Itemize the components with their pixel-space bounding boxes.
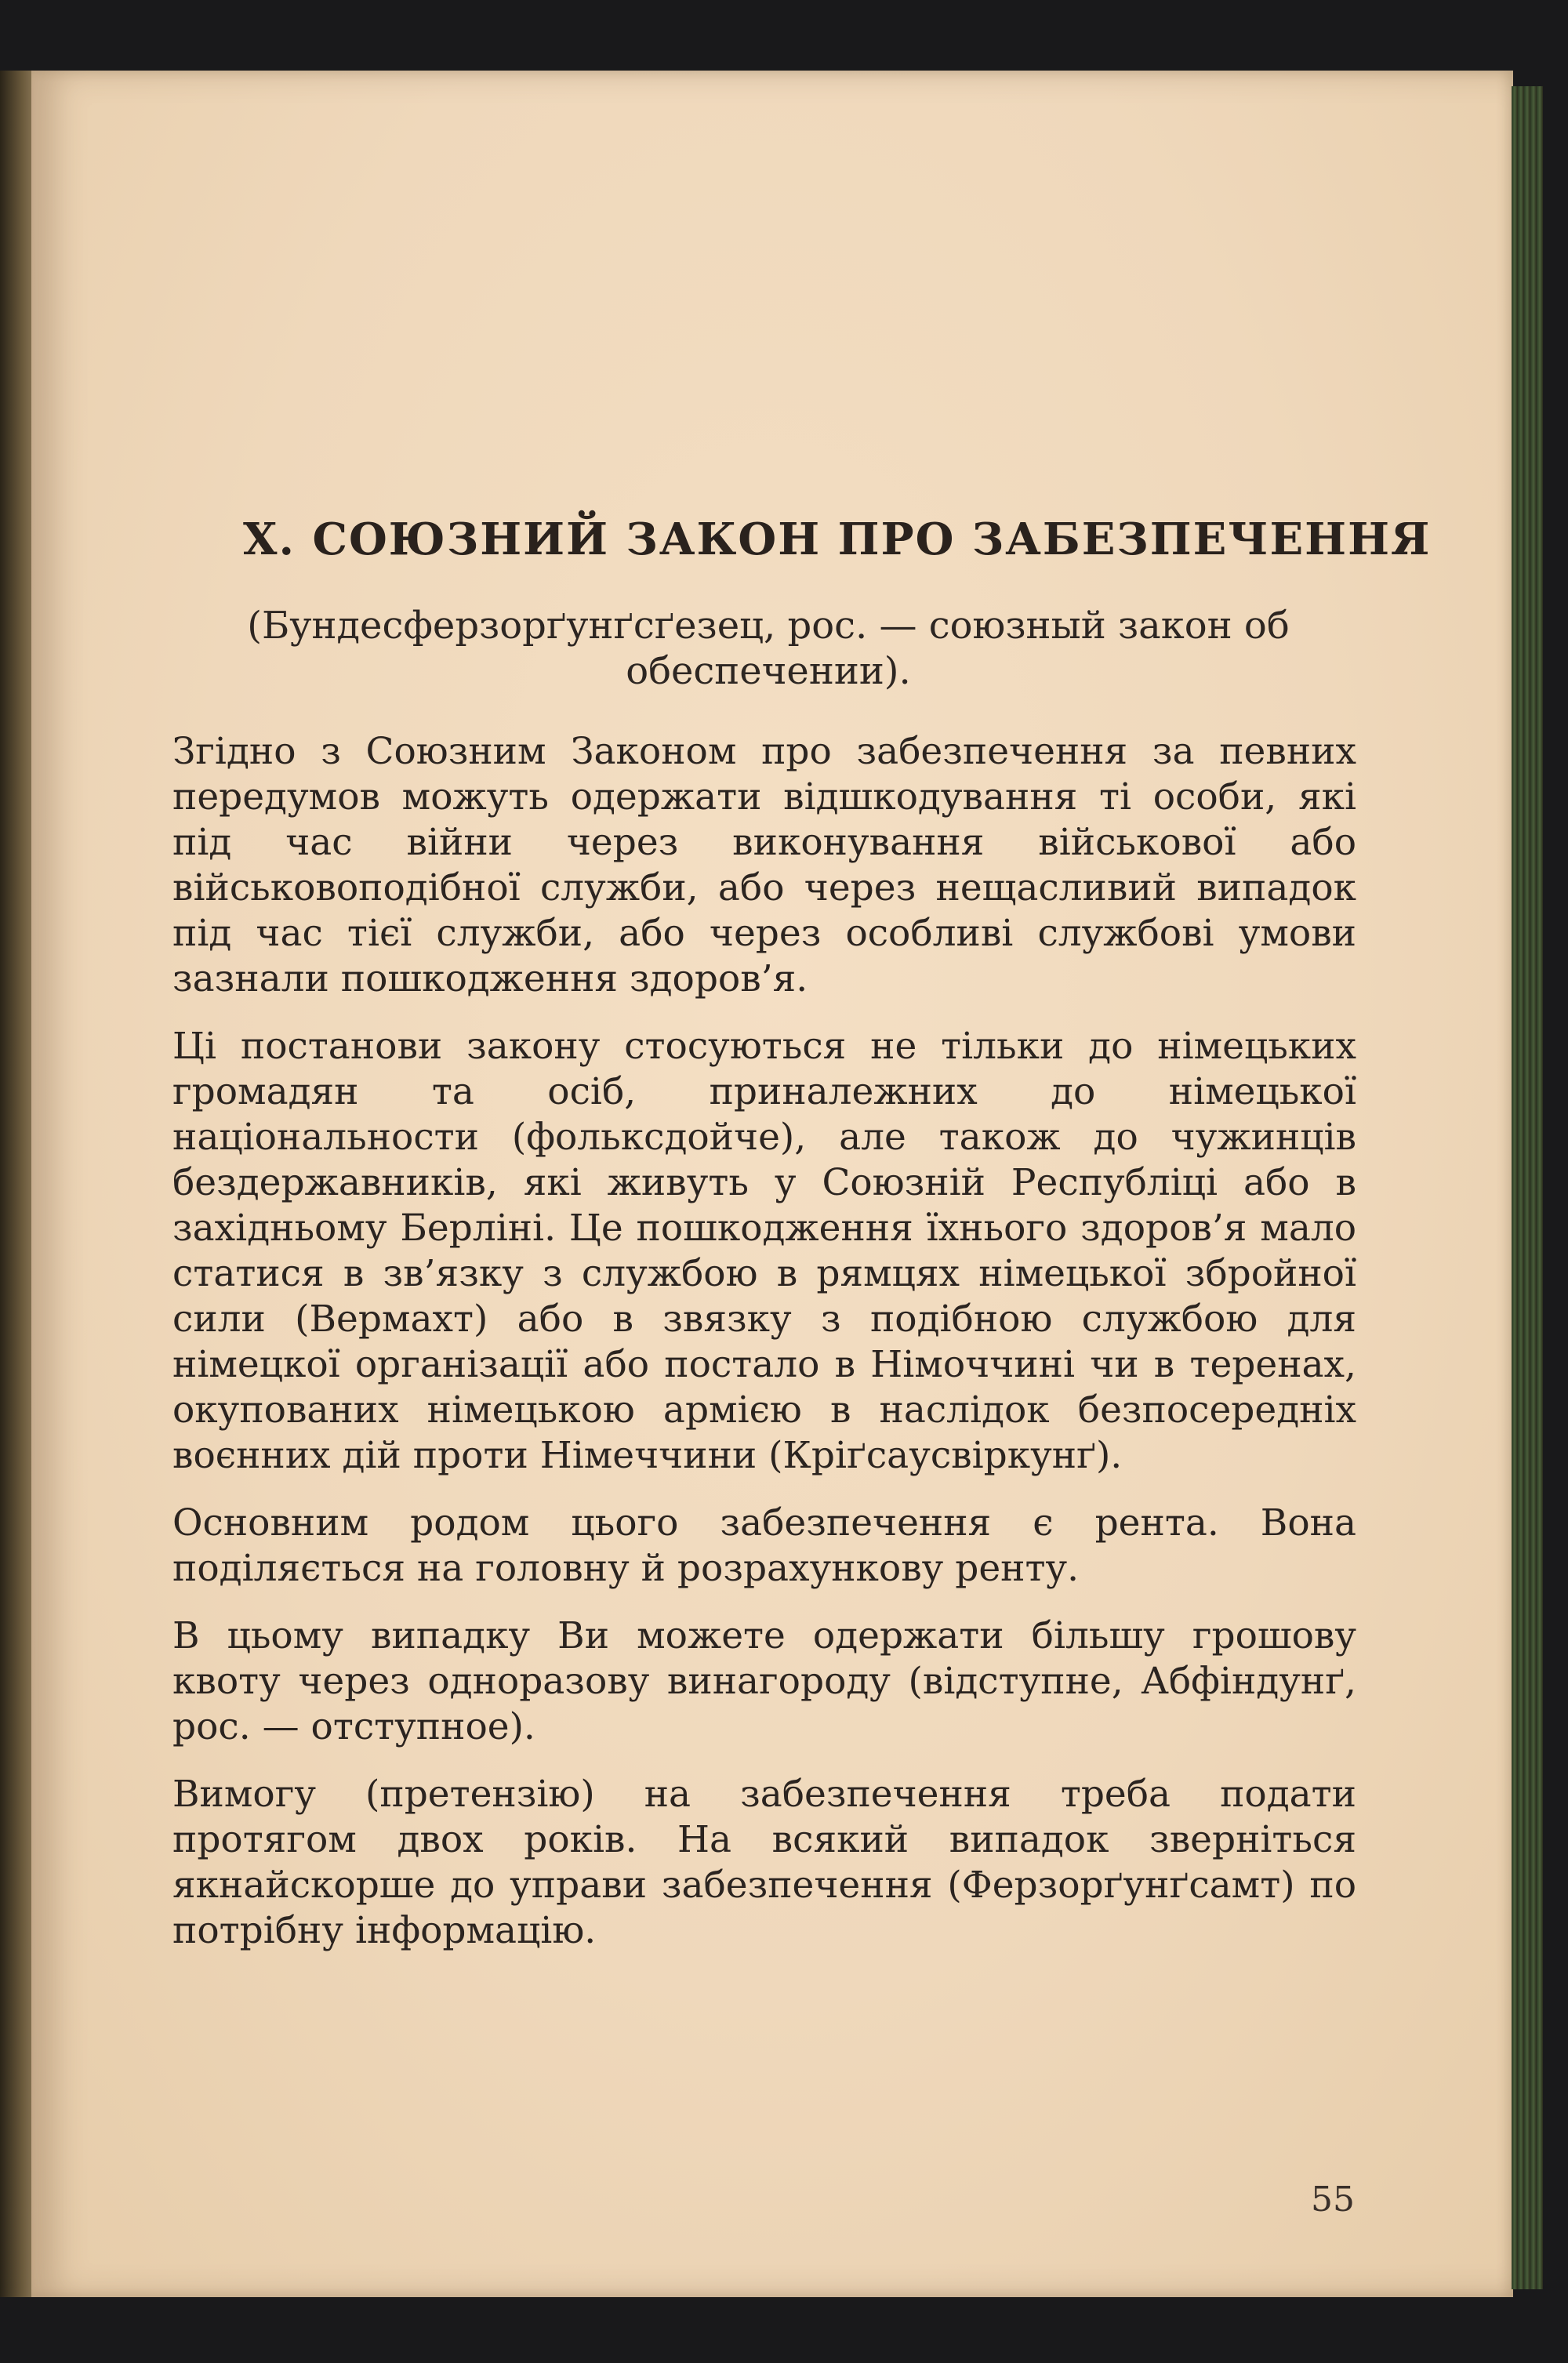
section-heading: X. СОЮЗНИЙ ЗАКОН ПРО ЗАБЕЗПЕЧЕННЯ [243, 514, 1432, 565]
page-number: 55 [1311, 2180, 1355, 2220]
body-text [172, 729, 1356, 1976]
paragraph-4: В цьому випадку Ви можете одержати більшу грошову квоту через одноразову винагороду (відступне, Абфіндунґ, рос. — отступное). [172, 1614, 1356, 1748]
book-page [31, 71, 1513, 2297]
section-subtitle: (Бундесферзорґунґсґезец, рос. — союзный закон об обеспечении). [247, 604, 1290, 693]
paragraph-3: Основним родом цього забезпечення є рента. Вона поділяється на головну й розрахункову ренту. [172, 1501, 1356, 1590]
page-stack-edge [1512, 86, 1543, 2289]
paragraph-5: Вимогу (претензію) на забезпечення треба подати протягом двох років. На всякий випадок зверніться якнайскорше до управи забезпечення (Ферзорґунґсамт) по потрібну інформацію. [172, 1773, 1356, 1952]
paragraph-2: Ці постанови закону стосуються не тільки до німецьких громадян та осіб, приналежних до німецької національности (фольксдойче), але також до чужинців бездержавників, які живуть у Союзній Республіці або в західньому Берліні. Це пошкодження їхнього здоров’я мало статися в зв’язку з службою в рямцях німецької збройної сили (Вермахт) або в звязку з подібною службою для німецкої організації або постало в Німоччині чи в теренах, окупованих німецькою армією в наслідок безпосередніх воєнних дій проти Німеччини (Кріґсаусвіркунґ). [172, 1025, 1356, 1477]
paragraph-1: Згідно з Союзним Законом про забезпечення за певних передумов можуть одержати відшкодування ті особи, які під час війни через виконування військової або військовоподібної служби, або через нещасливий випадок під час тієї служби, або через особливі службові умови зазнали пошкодження здоров’я. [172, 730, 1356, 1000]
